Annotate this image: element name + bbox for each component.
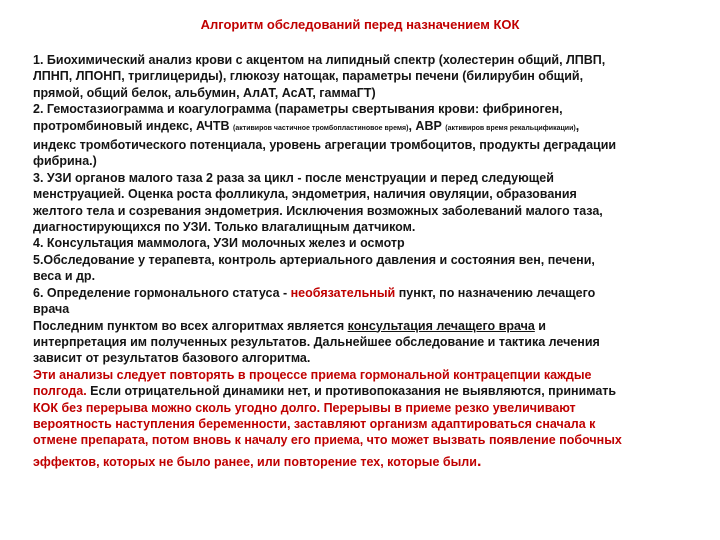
slide-body: [33, 52, 703, 470]
text-span: эффектов, которых не было ранее, или повторение тех, которые были: [33, 454, 477, 469]
text-span: Последним пунктом во всех алгоритмах является: [33, 318, 348, 333]
text-line: [33, 383, 703, 399]
text-span: протромбиновый индекс, АЧТВ: [33, 118, 230, 133]
small-note: (активиров время рекальцификации): [445, 124, 576, 132]
text-line: 4. Консультация маммолога, УЗИ молочных желез и осмотр: [33, 236, 405, 251]
text-line-red: КОК без перерыва можно сколь угодно долго. Перерывы в приеме резко увеличивают: [33, 400, 576, 415]
text-line: ЛПНП, ЛПОНП, триглицериды), глюкозу натощак, параметры печени (билирубин общий,: [33, 69, 584, 84]
text-line-red: [33, 454, 703, 470]
text-line: [33, 318, 703, 334]
text-line: желтого тела и созревания эндометрия. Исключения возможных заболеваний малого таза,: [33, 203, 603, 218]
text-line: зависит от результатов базового алгоритма.: [33, 351, 311, 366]
text-line: веса и др.: [33, 269, 96, 284]
highlight-text: полгода.: [33, 384, 87, 399]
text-span: и: [534, 318, 546, 333]
text-line: 1. Биохимический анализ крови с акцентом на липидный спектр (холестерин общий, ЛПВП,: [33, 53, 606, 67]
small-note: (активиров частичное тромбопластиновое время): [233, 124, 409, 132]
slide-title: Алгоритм обследований перед назначением КОК: [200, 17, 520, 32]
text-line: диагностирующихся по УЗИ. Только влагалищным датчиком.: [33, 220, 416, 235]
text-line-red: отмене препарата, потом вновь к началу его приема, что может вызвать появление побочных: [33, 433, 622, 448]
text-span: , АВР: [408, 118, 442, 133]
text-line-red: Эти анализы следует повторять в процессе приема гормональной контрацепции каждые: [33, 367, 592, 382]
text-line: фибрина.): [33, 154, 97, 169]
text-line: менструацией. Оценка роста фолликула, эндометрия, наличия овуляции, образования: [33, 187, 577, 202]
text-line: [33, 118, 703, 137]
text-line-red: вероятность наступления беременности, заставляют организм адаптироваться сначала к: [33, 416, 596, 431]
text-line: прямой, общий белок, альбумин, АлАТ, АсАТ, гаммаГТ): [33, 85, 376, 100]
text-span: пункт, по назначению лечащего: [395, 285, 596, 300]
text-line: 3. УЗИ органов малого таза 2 раза за цикл - после менструации и перед следующей: [33, 170, 554, 185]
text-span: Если отрицательной динамики нет, и противопоказания не выявляются, принимать: [86, 384, 617, 399]
text-line: 2. Гемостазиограмма и коагулограмма (параметры свертывания крови: фибриноген,: [33, 102, 563, 117]
text-line: индекс тромботического потенциала, уровень агрегации тромбоцитов, продукты деградации: [33, 138, 617, 153]
text-line: врача: [33, 302, 70, 317]
final-period: .: [476, 452, 482, 470]
underlined-text: консультация лечащего врача: [347, 318, 535, 333]
text-span: 6. Определение гормонального статуса -: [33, 285, 291, 300]
text-span: ,: [575, 118, 580, 133]
highlight-text: необязательный: [290, 285, 396, 300]
text-line: 5.Обследование у терапевта, контроль артериального давления и состояния вен, печени,: [33, 252, 595, 267]
text-line: [33, 285, 703, 301]
text-line: интерпретация им полученных результатов. Дальнейшее обследование и тактика лечения: [33, 334, 600, 349]
